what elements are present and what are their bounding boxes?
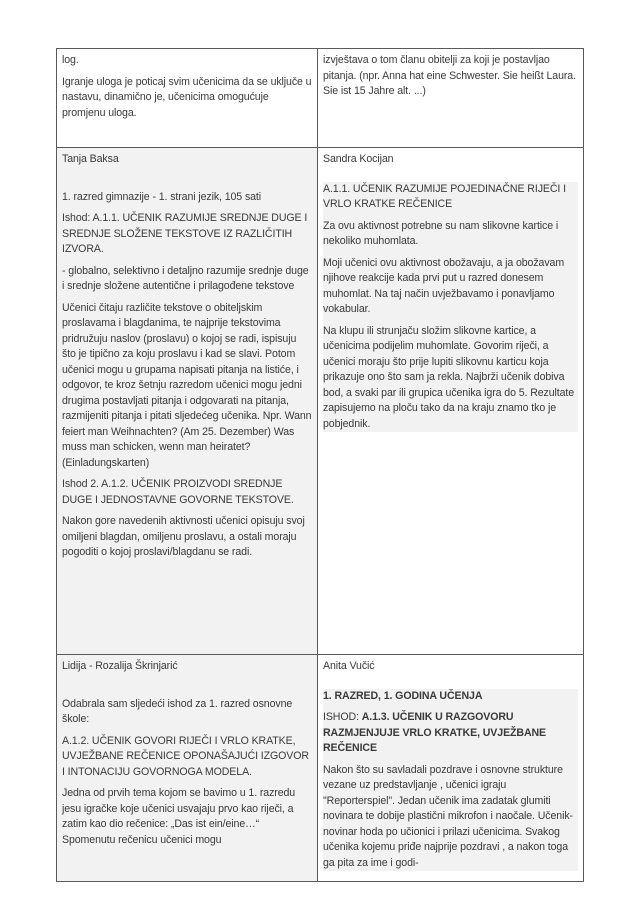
- paragraph: Za ovu aktivnost potrebne su nam slikovne kartice i nekoliko muhomlata.: [323, 219, 559, 247]
- paragraph: Ishod: A.1.1. UČENIK RAZUMIJE SREDNJE DUGE I SREDNJE SLOŽENE TEKSTOVE IZ RAZLIČITIH IZVORA.: [62, 212, 308, 255]
- paragraph: A.1.2. UČENIK GOVORI RIJEČI I VRLO KRATKE, UVJEŽBANE REČENICE OPONAŠAJUĆI IZGOVOR I INTONACIJU GOVORNOGA MODELA.: [62, 734, 309, 778]
- table-row: [57, 655, 584, 882]
- paragraph: Učenici čitaju različite tekstove o obiteljskim proslavama i blagdanima, te najprije tekstovima pridružuju naslov (proslavu) o kojoj se radi, ispisuju što je tipično za koju proslavu i kad se slavi. Potom učenici mogu u grupama napisati pitanja na listiće, i odgovor, te kroz šetnju razredom učenici mogu jedni drugima postavljati pitanja i odgovarati na pitanja, razmijeniti pitanja i pitati sljedećeg učenika. Npr. Wann feiert man Weihnachten? (Am 25. Dezember) Was muss man schicken, wenn man heiratet? (Einladungskarten): [62, 301, 312, 469]
- paragraph: Nakon gore navedenih aktivnosti učenici opisuju svoj omiljeni blagdan, omiljenu proslavu, a ostali moraju pogoditi o kojoj proslavi/blagdanu se radi.: [62, 515, 305, 558]
- paragraph: A.1.1. UČENIK RAZUMIJE POJEDINAČNE RIJEČI I VRLO KRATKE REČENICE: [323, 182, 566, 210]
- author-name: Lidija - Rozalija Škrinjarić: [62, 660, 178, 672]
- cell-continued-right: [318, 49, 584, 148]
- paragraph: Nakon što su savladali pozdrave i osnovne strukture vezane uz predstavljanje , učenici igraju "Reporterspiel". Jedan učenik ima zadatak glumiti novinara te dobije plastični mikrofon i naočale. Učenik- novinar hoda po učionici i prilazi učenicima. Svakog učenika kojemu priđe najprije pozdravi , a nakon toga ga pita za ime i godi-: [323, 763, 573, 869]
- paragraph: izvještava o tom članu obitelji za koji je postavljao pitanja. (npr. Anna hat eine Schwester. Sie heißt Laura. Sie ist 15 Jahre alt. ...): [323, 54, 576, 97]
- paragraph: Moji učenici ovu aktivnost obožavaju, a ja obožavam njihove reakcije kada prvi put u razred donesem muhomlat. Na taj način uvježbavamo i ponavljamo vokabular.: [323, 256, 565, 315]
- cell-tanja-baksa: [57, 148, 318, 655]
- cell-lidija-skrinjaric: [57, 655, 318, 882]
- author-name: Anita Vučić: [323, 660, 375, 672]
- grade-heading: 1. RAZRED, 1. GODINA UČENJA: [323, 689, 483, 702]
- activity-block: [323, 689, 578, 872]
- ishod-line: ISHOD: A.1.3. UČENIK U RAZGOVORU RAZMJENJUJE VRLO KRATKE, UVJEŽBANE REČENICE: [323, 711, 547, 754]
- cell-anita-vucic: [318, 655, 584, 882]
- author-name: Sandra Kocijan: [323, 153, 394, 165]
- paragraph: Jedna od prvih tema kojom se bavimo u 1. razredu jesu igračke koje učenici usvajaju prvo kao riječi, a zatim kao dio rečenice: „Das ist ein/eine…“ Spomenutu rečenicu učenici mogu: [62, 787, 296, 846]
- author-name: Tanja Baksa: [62, 153, 119, 165]
- activity-block: [323, 182, 578, 433]
- cell-sandra-kocijan: [318, 148, 584, 655]
- paragraph: Igranje uloga je poticaj svim učenicima da se uključe u nastavu, dinamično je, učenicima omogućuje promjenu uloga.: [62, 75, 312, 119]
- paragraph: log.: [62, 54, 79, 66]
- document-page: [56, 48, 581, 882]
- paragraph: - globalno, selektivno i detaljno razumije srednje duge i srednje složene autentične i prilagođene tekstove: [62, 264, 309, 292]
- paragraph: 1. razred gimnazije - 1. strani jezik, 105 sati: [62, 190, 262, 203]
- paragraph: Na klupu ili strunjaču složim slikovne kartice, a učenicima podijelim muhomlate. Govorim riječi, a učenici moraju što prije lupiti slikovnu karticu koja prikazuje ono što sam ja rekla. Najbrži učenik dobiva bod, a svaki par ili grupica učenika igra do 5. Rezultate zapisujemo na ploču tako da na kraju znamo tko je pobjednik.: [323, 324, 575, 430]
- cell-continued-left: [57, 49, 318, 148]
- table-row: [57, 148, 584, 655]
- paragraph: Odabrala sam sljedeći ishod za 1. razred osnovne škole:: [62, 697, 293, 725]
- paragraph: Ishod 2. A.1.2. UČENIK PROIZVODI SREDNJE DUGE I JEDNOSTAVNE GOVORNE TEKSTOVE.: [62, 478, 294, 506]
- teachers-activities-table: [56, 48, 584, 882]
- table-row: [57, 49, 584, 148]
